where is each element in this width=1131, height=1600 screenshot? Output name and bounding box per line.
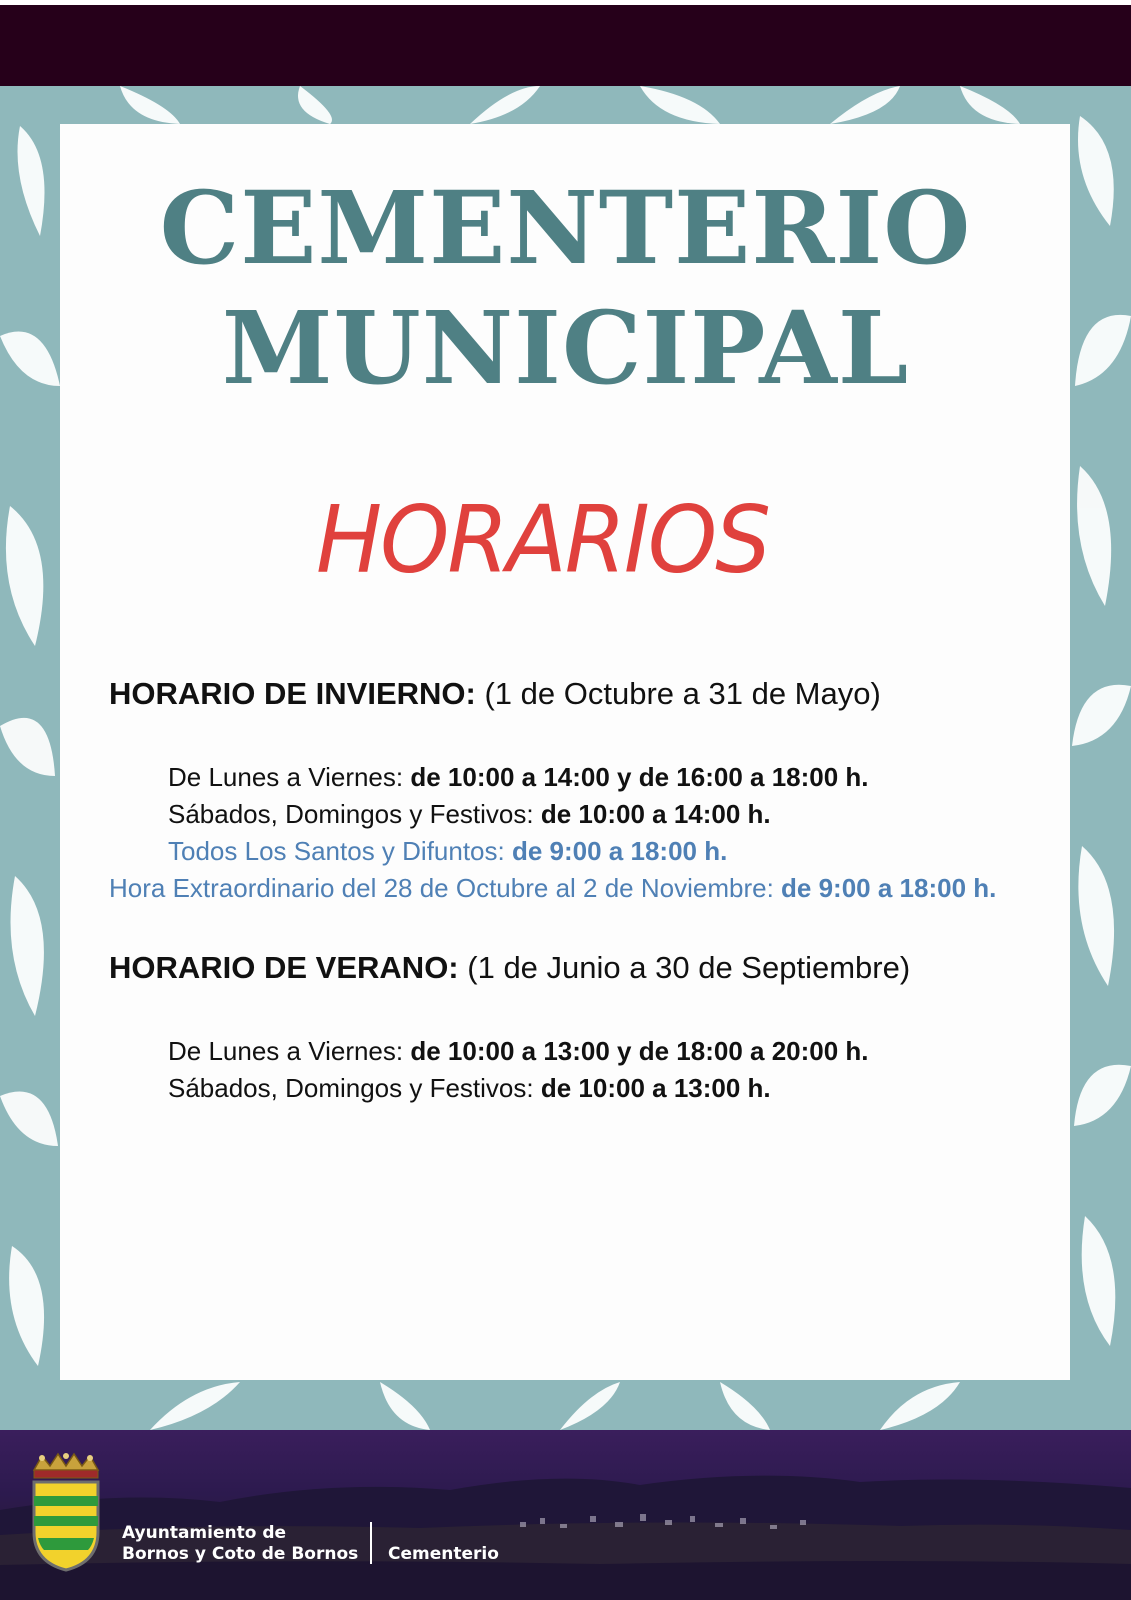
summer-heading	[109, 952, 910, 983]
summer-heading-label: HORARIO DE VERANO:	[109, 950, 459, 985]
footer-banner	[0, 1430, 1131, 1600]
title-line-2: MUNICIPAL	[221, 289, 910, 407]
summer-period: (1 de Junio a 30 de Septiembre)	[467, 950, 911, 985]
top-strip	[0, 0, 1131, 5]
winter-row-weekend	[168, 801, 771, 827]
footer-divider	[370, 1522, 372, 1564]
summer-row-label: De Lunes a Viernes:	[168, 1036, 404, 1066]
footer-org-line-1: Ayuntamiento de	[122, 1523, 287, 1543]
winter-heading-label: HORARIO DE INVIERNO:	[109, 676, 476, 711]
winter-heading	[109, 678, 881, 709]
winter-row-hours: de 10:00 a 14:00 y de 16:00 a 18:00 h.	[410, 762, 869, 792]
winter-row-label: Todos Los Santos y Difuntos:	[168, 836, 505, 866]
winter-row-label: Hora Extraordinario del 28 de Octubre al 2 de Noviembre:	[109, 873, 774, 903]
subtitle-horarios: HORARIOS	[315, 485, 769, 594]
top-bar	[0, 0, 1131, 86]
footer-department: Cementerio	[388, 1544, 499, 1564]
summer-row-hours: de 10:00 a 13:00 h.	[540, 1073, 771, 1103]
winter-row-hours: de 9:00 a 18:00 h.	[781, 873, 997, 903]
winter-row-hours: de 10:00 a 14:00 h.	[540, 799, 771, 829]
summer-row-hours: de 10:00 a 13:00 y de 18:00 a 20:00 h.	[410, 1036, 869, 1066]
winter-row-extraordinario	[109, 875, 996, 901]
coat-of-arms-icon	[26, 1452, 106, 1572]
winter-row-hours: de 9:00 a 18:00 h.	[511, 836, 728, 866]
winter-row-label: De Lunes a Viernes:	[168, 762, 404, 792]
winter-row-label: Sábados, Domingos y Festivos:	[168, 799, 534, 829]
summer-row-label: Sábados, Domingos y Festivos:	[168, 1073, 534, 1103]
winter-period: (1 de Octubre a 31 de Mayo)	[484, 676, 881, 711]
title-line-1: CEMENTERIO	[159, 169, 972, 287]
winter-row-todos-santos	[168, 838, 727, 864]
summer-row-weekend	[168, 1075, 771, 1101]
footer-org-line-2: Bornos y Coto de Bornos	[122, 1544, 359, 1564]
summer-row-weekdays	[168, 1038, 869, 1064]
landscape-silhouette	[0, 1430, 1131, 1600]
winter-row-weekdays	[168, 764, 869, 790]
